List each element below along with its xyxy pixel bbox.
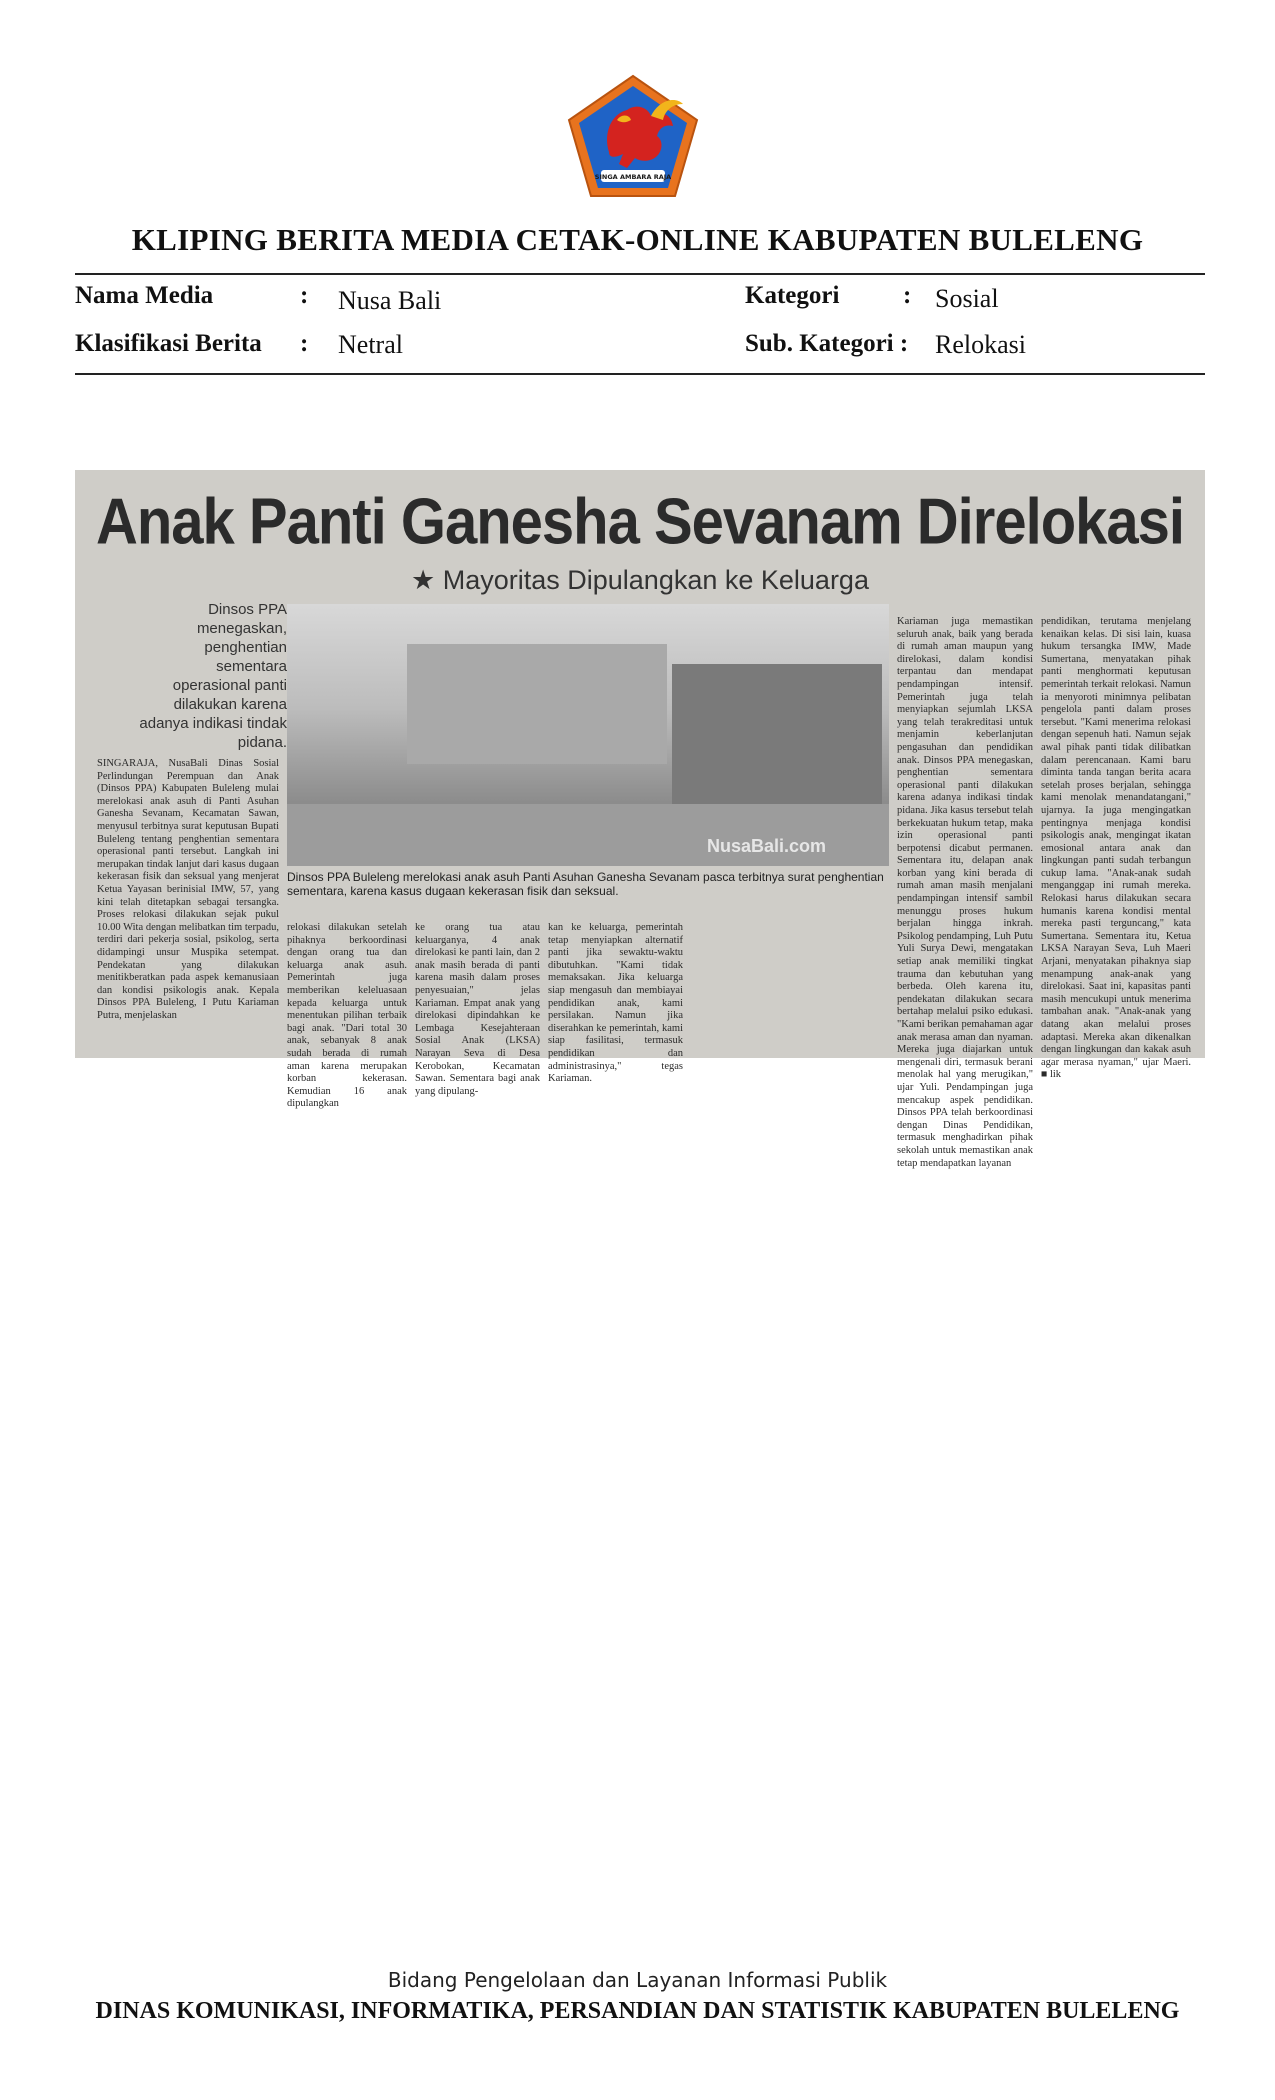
- regency-logo: [565, 74, 701, 200]
- photo-wall: [407, 644, 667, 764]
- article-column-3: ke orang tua atau keluarganya, 4 anak direlokasi ke panti lain, dan 2 anak masih berada di panti karena masih dalam proses penyesuaian," jelas Kariaman. Empat anak yang direlokasi dipindahkan ke Lembaga Kesejahteraan Sosial Anak (LKSA) Narayan Seva di Desa Kerobokan, Kecamatan Sawan. Sementara bagi anak yang dipulang-: [415, 922, 540, 1097]
- header-divider-top: [75, 273, 1205, 275]
- kategori-label: Kategori: [745, 282, 840, 309]
- article-column-6: pendidikan, terutama menjelang kenaikan kelas. Di sisi lain, kuasa hukum tersangka IMW, Made Sumertana, menyatakan pihak panti menghormati keputusan pemerintah terkait relokasi. Namun ia menyoroti minimnya pelibatan pengelola panti dalam proses tersebut. "Kami menerima relokasi dengan sepenuh hati. Namun sejak awal pihak panti tidak dilibatkan dalam perencanaan. Kami baru diminta tanda tangan berita acara setelah proses berjalan, sehingga kami menolak menandatangani," ujarnya. Ia juga mengingatkan pentingnya menjaga kondisi psikologis anak, mengingat ikatan emosional antara anak dan lingkungan panti sudah terbangun cukup lama. "Anak-anak sudah menganggap ini rumah mereka. Relokasi harus dilakukan secara humanis karena kondisi mental mereka pasti terguncang," kata Sumertana. Sementara itu, Ketua LKSA Narayan Seva, Luh Maeri Arjani, menyatakan pihaknya siap menampung anak-anak yang direlokasi. Saat ini, kapasitas panti masih mencukupi untuk menerima tambahan anak. "Anak-anak yang datang akan melalui proses adaptasi. Mereka akan dikenalkan dengan lingkungan dan kakak asuh agar merasa nyaman," ujar Maeri. ■ lik: [1041, 616, 1191, 1081]
- media-value: Nusa Bali: [338, 286, 442, 315]
- newspaper-clipping: [75, 470, 1205, 1169]
- subkategori-value: Relokasi: [935, 330, 1026, 359]
- article-column-2: relokasi dilakukan setelah pihaknya berkoordinasi dengan orang tua dan keluarga anak asuh. Pemerintah juga memberikan keleluasaan kepada keluarga untuk menentukan pilihan terbaik bagi anak. "Dari total 30 anak, sebanyak 8 anak sudah berada di rumah aman karena merupakan korban kekerasan. Kemudian 16 anak dipulangkan: [287, 922, 407, 1110]
- media-colon: :: [300, 282, 309, 309]
- klasifikasi-label: Klasifikasi Berita: [75, 330, 262, 357]
- header-divider-bottom: [75, 373, 1205, 375]
- article-column-5: Kariaman juga memastikan seluruh anak, baik yang berada di rumah aman maupun yang direlokasi, dalam kondisi terpantau dan mendapat pendampingan intensif. Pemerintah juga telah menyiapkan sejumlah LKSA yang telah terakreditasi untuk menjamin keberlanjutan pengasuhan dan pendidikan anak. Dinsos PPA menegaskan, penghentian sementara operasional panti dilakukan karena adanya indikasi tindak pidana. Jika kasus tersebut telah berkekuatan hukum tetap, maka izin operasional panti berpotensi dicabut permanen. Sementara itu, delapan anak korban yang kini berada di rumah aman masih menjalani pendampingan intensif sambil menunggu proses hukum berjalan hingga inkrah. Psikolog pendamping, Luh Putu Yuli Surya Dewi, mengatakan setiap anak memiliki tingkat trauma dan kebutuhan yang berbeda. Oleh karena itu, pendekatan dilakukan secara bertahap melalui psiko edukasi. "Kami berikan pemahaman agar anak merasa aman dan nyaman. Mereka juga diajarkan untuk mengenali diri, termasuk berani menolak hal yang merugikan," ujar Yuli. Pendampingan juga mencakup aspek pendidikan. Dinsos PPA telah berkoordinasi dengan Dinas Pendidikan, termasuk menghadirkan pihak sekolah untuk memastikan anak tetap mendapatkan layanan: [897, 616, 1033, 1169]
- media-label: Nama Media: [75, 282, 214, 309]
- photo-gate: [672, 664, 882, 824]
- klasifikasi-value: Netral: [338, 330, 403, 359]
- clipping-headline: Anak Panti Ganesha Sevanam Direlokasi: [95, 485, 1185, 558]
- photo-watermark: NusaBali.com: [707, 836, 827, 856]
- document-title: KLIPING BERITA MEDIA CETAK-ONLINE KABUPATEN BULELENG: [131, 222, 1144, 257]
- article-column-4: kan ke keluarga, pemerintah tetap menyiapkan alternatif panti jika sewaktu-waktu dibutuhkan. "Kami tidak memaksakan. Jika keluarga siap mengasuh dan membiayai pendidikan anak, kami persilakan. Namun jika diserahkan ke pemerintah, kami siap fasilitasi, termasuk pendidikan dan administrasinya," tegas Kariaman.: [548, 922, 683, 1085]
- footer-department: Bidang Pengelolaan dan Layanan Informasi Publik: [387, 1968, 888, 1992]
- footer-agency: DINAS KOMUNIKASI, INFORMATIKA, PERSANDIAN DAN STATISTIK KABUPATEN BULELENG: [95, 1998, 1180, 2024]
- article-column-1: SINGARAJA, NusaBali Dinas Sosial Perlindungan Perempuan dan Anak (Dinsos PPA) Kabupaten Buleleng mulai merelokasi anak asuh di Panti Asuhan Ganesha Sevanam, Kecamatan Sawan, menyusul terbitnya surat keputusan Bupati Buleleng tentang penghentian sementara operasional panti tersebut. Langkah ini merupakan tindak lanjut dari kasus dugaan kekerasan fisik dan seksual yang menjerat Ketua Yayasan berinisial IMW, 57, yang kini telah ditetapkan sebagai tersangka. Proses relokasi dilakukan sejak pukul 10.00 Wita dengan melibatkan tim terpadu, terdiri dari pekerja sosial, psikolog, serta didampingi unsur Muspika setempat. Pendekatan yang dilakukan menitikberatkan pada aspek kemanusiaan dan kondisi psikologis anak. Kepala Dinsos PPA Buleleng, I Putu Kariaman Putra, menjelaskan: [97, 758, 279, 1021]
- singa-ambara-raja-emblem-icon: [565, 74, 701, 200]
- photo-caption: Dinsos PPA Buleleng merelokasi anak asuh Panti Asuhan Ganesha Sevanam pasca terbitnya surat penghentian sementara, karena kasus dugaan kekerasan fisik dan seksual.: [287, 870, 884, 898]
- clipping-lead: Dinsos PPA menegaskan, penghentian sementara operasional panti dilakukan karena adanya indikasi tindak pidana.: [139, 601, 287, 751]
- clipping-photo: [287, 604, 889, 866]
- kategori-value: Sosial: [935, 284, 999, 313]
- clipping-subheadline: ★ Mayoritas Dipulangkan ke Keluarga: [411, 565, 869, 595]
- svg-text:SINGA AMBARA RAJA: SINGA AMBARA RAJA: [594, 173, 672, 181]
- klasifikasi-colon: :: [300, 330, 309, 357]
- subkategori-label: Sub. Kategori :: [745, 330, 909, 357]
- kategori-colon: :: [903, 282, 912, 309]
